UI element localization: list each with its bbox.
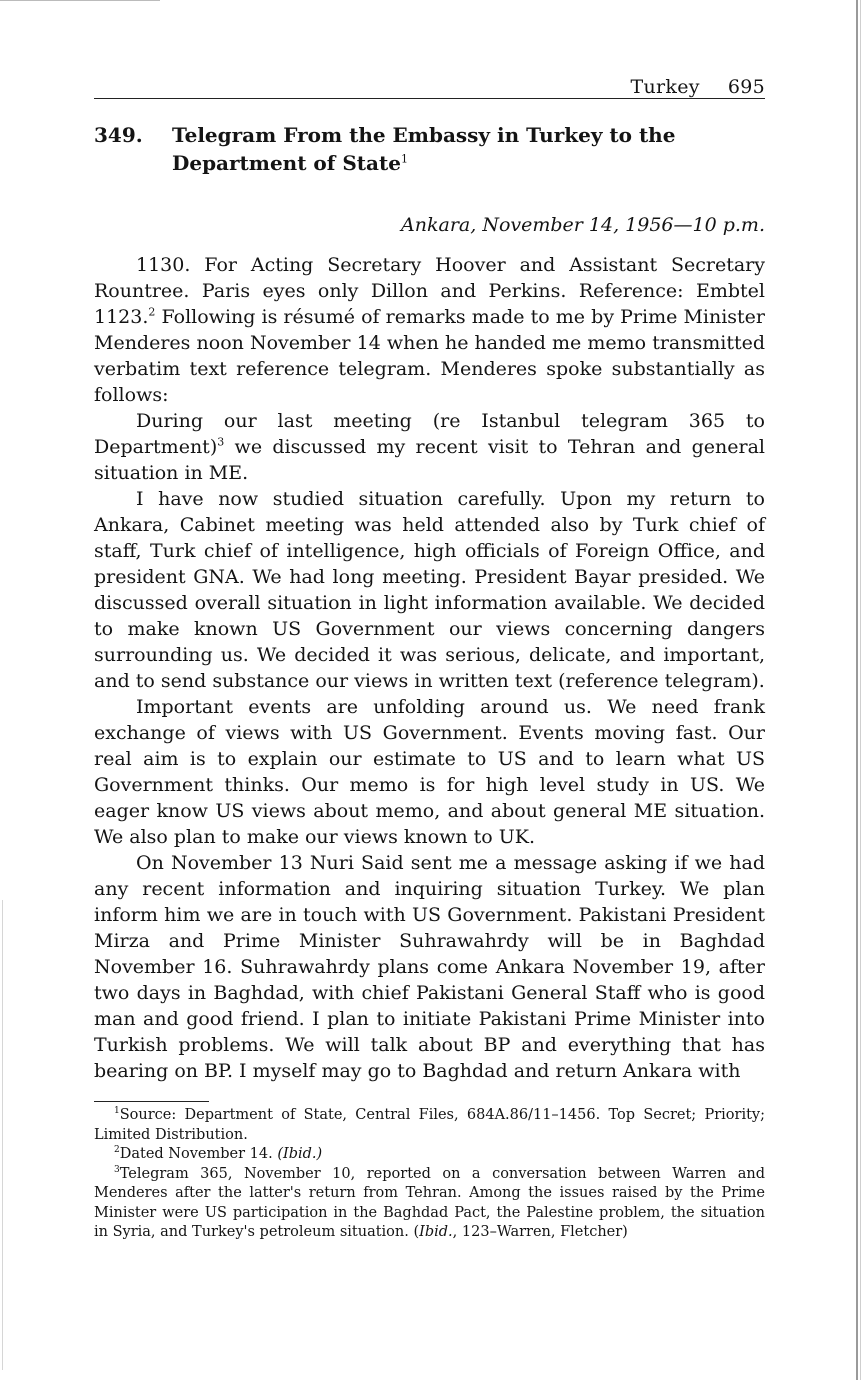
- document-title-text: Telegram From the Embassy in Turkey to the Department of State: [172, 123, 676, 175]
- footnote-2: [94, 1145, 765, 1165]
- footnote-3-number: 3: [114, 1164, 120, 1175]
- footnote-1-text: Source: Department of State, Central Files, 684A.86/11–1456. Top Secret; Priority; Limited Distribution.: [94, 1107, 765, 1143]
- paragraph-4: Important events are unfolding around us. We need frank exchange of views with US Government. Events moving fast. Our real aim is to explain our estimate to US and to learn what US Government thinks. Our memo is for high level study in US. We eager know US views about memo, and about general ME situation. We also plan to make our views known to UK.: [94, 696, 765, 848]
- footnote-3: [94, 1165, 765, 1243]
- paragraph-2: [94, 408, 765, 486]
- scan-edge-left: [2, 900, 3, 1370]
- header-rule: [94, 98, 765, 99]
- dateline: Ankara, November 14, 1956—10 p.m.: [401, 214, 765, 236]
- page-number: 695: [727, 76, 765, 98]
- document-title: [172, 121, 732, 177]
- paragraph-2-text-b: we discussed my recent visit to Tehran and general situation in ME.: [94, 436, 765, 484]
- footnote-ref-1: 1: [400, 152, 408, 166]
- paragraph-5: On November 13 Nuri Said sent me a message asking if we had any recent information and inquiring situation Turkey. We plan inform him we are in touch with US Government. Pakistani President Mirza and Prime Minister Suhrawahrdy will be in Baghdad November 16. Suhrawahrdy plans come Ankara November 19, after two days in Baghdad, with chief Pakistani General Staff who is good man and good friend. I plan to initiate Pakistani Prime Minister into Turkish problems. We will talk about BP and everything that has bearing on BP. I myself may go to Baghdad and return Ankara with: [94, 852, 765, 1082]
- footnote-2-number: 2: [114, 1145, 120, 1156]
- footnotes: [94, 1106, 765, 1243]
- paragraph-2-text-a: During our last meeting (re Istanbul telegram 365 to Department): [94, 410, 765, 458]
- footnote-ref-3: 3: [217, 435, 225, 449]
- paragraph-1: [94, 252, 765, 408]
- footnote-1-number: 1: [114, 1106, 120, 1117]
- document-number: 349.: [94, 123, 143, 147]
- paragraph-1-text-b: Following is résumé of remarks made to me by Prime Minister Menderes noon November 14 when he handed me memo transmitted verbatim text reference telegram. Menderes spoke substantially as follows:: [94, 306, 765, 406]
- scan-edge-right: [856, 0, 858, 1380]
- running-head-section: Turkey: [630, 76, 700, 98]
- running-head: [94, 76, 765, 98]
- footnote-rule: [94, 1101, 209, 1102]
- footnote-3-tail: , 123–Warren, Fletcher): [452, 1224, 628, 1240]
- footnote-ref-2: 2: [148, 305, 156, 319]
- footnote-3-text: Telegram 365, November 10, reported on a conversation between Warren and Menderes after the latter's return from Tehran. Among the issues raised by the Prime Minister were US participation in the Baghdad Pact, the Palestine problem, the situation in Syria, and Turkey's petroleum situation. (: [94, 1165, 765, 1240]
- footnote-2-text: Dated November 14.: [119, 1146, 278, 1162]
- paragraph-1-text-a: 1130. For Acting Secretary Hoover and Assistant Secretary Rountree. Paris eyes only Dillon and Perkins. Reference: Embtel 1123.: [94, 254, 765, 328]
- footnote-2-citation: (Ibid.): [277, 1146, 323, 1162]
- footnote-1: [94, 1106, 765, 1145]
- footnote-3-citation: Ibid.: [419, 1224, 453, 1240]
- paragraph-3: I have now studied situation carefully. Upon my return to Ankara, Cabinet meeting was held attended also by Turk chief of staff, Turk chief of intelligence, high officials of Foreign Office, and president GNA. We had long meeting. President Bayar presided. We discussed overall situation in light information available. We decided to make known US Government our views concerning dangers surrounding us. We decided it was serious, delicate, and important, and to send substance our views in written text (reference telegram).: [94, 488, 765, 692]
- scan-edge-top: [0, 0, 160, 1]
- telegram-body: [94, 252, 765, 1084]
